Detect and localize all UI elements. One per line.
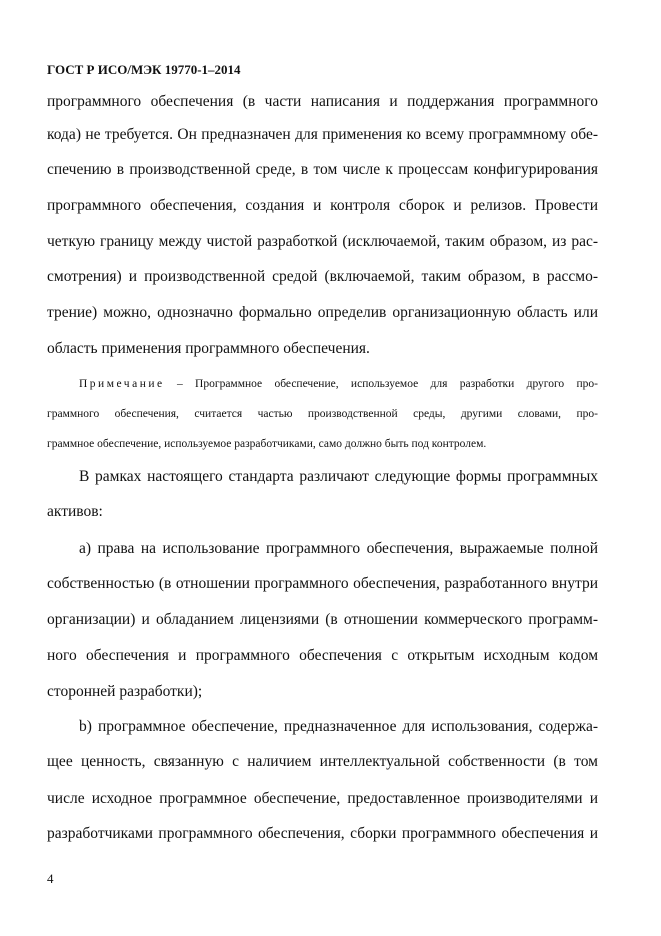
text-line: числе исходное программное обеспечение, предоставленное производителями и: [47, 790, 598, 807]
note-text: – Программное обеспечение, используемое для разработки другого про-: [164, 378, 598, 390]
text-line: смотрения) и производственной средой (включаемой, таким образом, в рассмо-: [47, 268, 598, 285]
text-line: ного обеспечения и программного обеспечения с открытым исходным кодом: [47, 647, 598, 664]
text-line: сторонней разработки);: [47, 683, 203, 700]
text-line: щее ценность, связанную с наличием интеллектуальной собственности (в том: [47, 753, 598, 770]
text-line: a) права на использование программного обеспечения, выражаемые полной: [79, 540, 598, 557]
note-label: Примечание: [79, 378, 165, 390]
text-line: организации) и обладанием лицензиями (в отношении коммерческого программ-: [47, 611, 598, 628]
text-line: область применения программного обеспечения.: [47, 340, 370, 357]
text-line: трение) можно, однозначно формально определив организационную область или: [47, 304, 598, 321]
text-line: программного обеспечения (в части написания и поддержания программного: [47, 93, 598, 110]
text-line: кода) не требуется. Он предназначен для применения ко всему программному обе-: [47, 126, 598, 143]
text-line: спечению в производственной среде, в том числе к процессам конфигурирования: [47, 161, 598, 178]
text-line: b) программное обеспечение, предназначенное для использования, содержа-: [79, 718, 598, 735]
text-line: программного обеспечения, создания и контроля сборок и релизов. Провести: [47, 197, 598, 214]
text-line: собственностью (в отношении программного обеспечения, разработанного внутри: [47, 575, 598, 592]
text-line: активов:: [47, 503, 103, 520]
text-line: разработчиками программного обеспечения, сборки программного обеспечения и: [47, 825, 598, 842]
note-line: граммного обеспечения, считается частью производственной среды, другими словами, про-: [47, 408, 598, 420]
note-line: граммное обеспечение, используемое разработчиками, само должно быть под контролем.: [47, 438, 487, 450]
note-line: [79, 376, 598, 392]
document-header: ГОСТ Р ИСО/МЭК 19770-1–2014: [47, 62, 241, 77]
text-line: четкую границу между чистой разработкой (исключаемой, таким образом, из рас-: [47, 233, 598, 250]
page-number: 4: [47, 871, 54, 886]
text-line: В рамках настоящего стандарта различают следующие формы программных: [79, 468, 598, 485]
